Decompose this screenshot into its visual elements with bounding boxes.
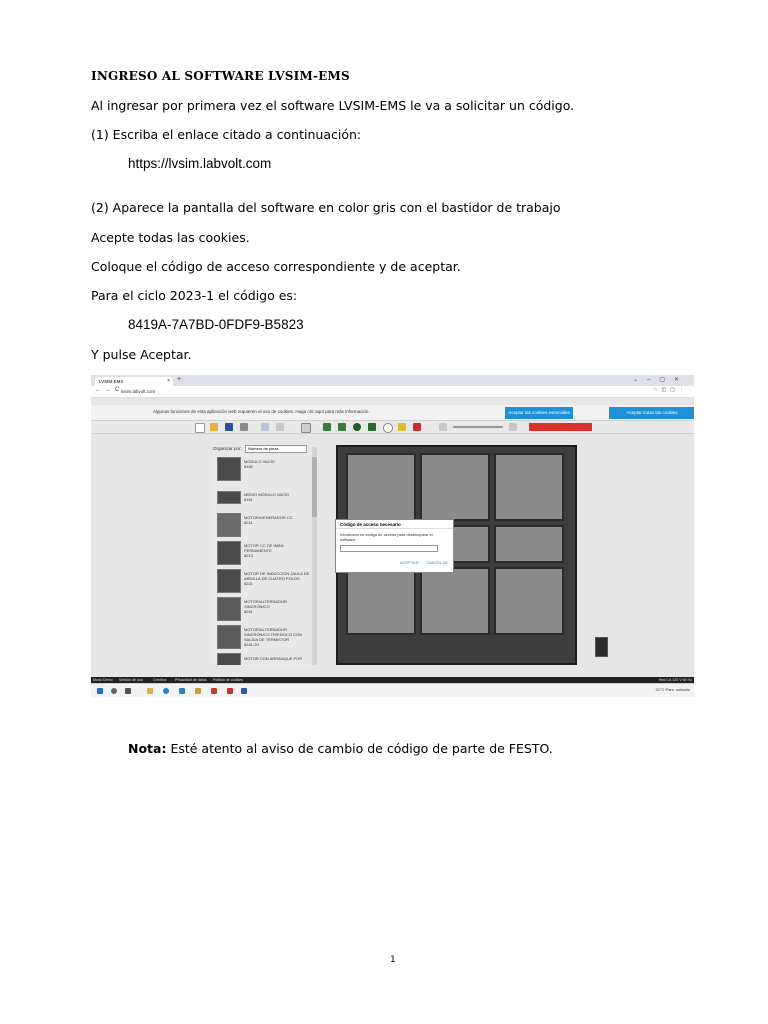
cookie-banner <box>91 405 694 421</box>
module-item[interactable] <box>217 457 309 481</box>
module-thumbnail <box>217 457 241 481</box>
module-item[interactable] <box>217 597 309 621</box>
panel-scrollbar[interactable] <box>312 447 317 665</box>
dialog-cancel-button[interactable]: CANCELAR <box>426 560 448 565</box>
note-paragraph <box>128 741 553 757</box>
scrollbar-thumb[interactable] <box>312 457 317 517</box>
rack-slot[interactable] <box>346 567 416 635</box>
tab-title: LVSIM-EMS <box>99 379 124 384</box>
module-thumbnail <box>217 491 241 504</box>
module-thumbnail <box>217 597 241 621</box>
cookie-message: Algunas funciones de esta aplicación web requieren el uso de cookies. Haga clic aquí para más información. <box>153 409 370 414</box>
undo-icon[interactable] <box>261 423 269 431</box>
module-code: 8241-20 <box>244 642 259 647</box>
module-item[interactable] <box>217 569 309 593</box>
module-item[interactable] <box>217 513 309 537</box>
module-name: MÓDULO VACÍO <box>244 459 275 464</box>
status-item[interactable]: Política de cookies <box>213 678 243 682</box>
module-icon[interactable] <box>323 423 331 431</box>
folder-icon[interactable] <box>195 688 201 694</box>
module-code: 8221 <box>244 581 253 586</box>
module-thumbnail <box>217 513 241 537</box>
module-code: 8211 <box>244 520 253 525</box>
status-item[interactable]: Modo Demo <box>93 678 113 682</box>
address-bar <box>91 386 694 398</box>
rack-slot[interactable] <box>494 453 564 521</box>
rack-slot[interactable] <box>494 567 564 635</box>
redo-icon[interactable] <box>276 423 284 431</box>
organize-label: Organizar por: <box>213 446 242 451</box>
paragraph-cookies: Acepte todas las cookies. <box>91 230 250 245</box>
note-text: Esté atento al aviso de cambio de código de parte de FESTO. <box>166 741 553 756</box>
module-name: MOTOR CON ARRANQUE POR <box>244 656 303 661</box>
zoom-in-icon[interactable] <box>509 423 517 431</box>
status-item[interactable]: Privacidad de datos <box>175 678 207 682</box>
access-code: 8419A-7A7BD-0FDF9-B5823 <box>128 317 304 332</box>
dialog-title: Código de acceso necesario <box>336 520 453 529</box>
task-view-icon[interactable] <box>125 688 131 694</box>
paragraph-access-code: Coloque el código de acceso correspondiente y de aceptar. <box>91 259 461 274</box>
measurement-icon[interactable] <box>368 423 376 431</box>
open-folder-icon[interactable] <box>210 423 218 431</box>
module-item[interactable] <box>217 541 309 565</box>
module-name: MEDIO MÓDULO VACÍO <box>244 492 290 497</box>
file-explorer-icon[interactable] <box>147 688 153 694</box>
window-controls-icon[interactable]: ⌄–▢✕ <box>632 377 688 383</box>
power-icon[interactable] <box>353 423 361 431</box>
rack-slot[interactable] <box>420 453 490 521</box>
link-url[interactable]: https://lvsim.labvolt.com <box>128 156 272 171</box>
zoom-slider[interactable] <box>453 426 503 428</box>
search-icon[interactable] <box>111 688 117 694</box>
navigation-icons[interactable]: ←→C <box>95 387 124 393</box>
paragraph-intro: Al ingresar por primera vez el software LVSIM-EMS le va a solicitar un código. <box>91 98 575 113</box>
store-icon[interactable] <box>179 688 185 694</box>
module-item[interactable] <box>217 485 309 509</box>
module-item[interactable] <box>217 653 309 665</box>
status-right: Red CA 120 V 60 Hz <box>658 678 692 682</box>
dialog-accept-button[interactable]: ACEPTAR <box>400 560 419 565</box>
module-code: 8241 <box>244 609 253 614</box>
module-code: 8213 <box>244 553 253 558</box>
paragraph-step-1: (1) Escriba el enlace citado a continuación: <box>91 127 362 142</box>
module-code: 8160 <box>244 464 253 469</box>
new-file-icon[interactable] <box>195 423 205 433</box>
browser-tab[interactable] <box>95 377 173 386</box>
accept-all-cookies-button[interactable]: Aceptar todas las cookies <box>609 407 694 419</box>
status-item[interactable]: Créditos <box>153 678 167 682</box>
acrobat-icon[interactable] <box>227 688 233 694</box>
app-icon[interactable] <box>211 688 217 694</box>
rack-slot[interactable] <box>346 453 416 521</box>
module-thumbnail <box>217 569 241 593</box>
module-name: MOTOR/ALTERNADOR SINCRÓNICO <box>244 599 287 609</box>
small-device[interactable] <box>595 637 608 657</box>
module-item[interactable] <box>217 625 309 649</box>
rack-slot[interactable] <box>420 567 490 635</box>
paragraph-step-2: (2) Aparece la pantalla del software en color gris con el bastidor de trabajo <box>91 200 561 215</box>
module-name: MOTOR/ALTERNADOR SINCRÓNICO TRIFÁSICO CON SALIDA DE TERMISTOR <box>244 627 302 642</box>
embedded-screenshot <box>91 375 694 697</box>
app-toolbar <box>91 421 694 434</box>
clock-icon[interactable] <box>383 423 393 433</box>
meter-icon[interactable] <box>338 423 346 431</box>
accept-essential-cookies-button[interactable]: Aceptar las cookies esenciales <box>505 407 573 419</box>
access-code-dialog <box>335 519 454 573</box>
red-toolbar-button[interactable] <box>529 423 592 431</box>
edge-icon[interactable] <box>163 688 169 694</box>
print-icon[interactable] <box>240 423 248 431</box>
module-thumbnail <box>217 653 241 665</box>
rack-slot[interactable] <box>494 525 564 563</box>
page-number: 1 <box>390 955 396 965</box>
browser-tab-bar <box>91 375 694 386</box>
access-code-input[interactable] <box>340 545 438 552</box>
start-icon[interactable] <box>97 688 103 694</box>
close-icon[interactable]: × <box>167 378 170 384</box>
zoom-out-icon[interactable] <box>439 423 447 431</box>
paragraph-cycle: Para el ciclo 2023-1 el código es: <box>91 288 298 303</box>
module-panel <box>213 445 315 667</box>
plug-icon[interactable] <box>413 423 421 431</box>
organize-select[interactable]: Número de pieza <box>245 445 307 453</box>
document-title: INGRESO AL SOFTWARE LVSIM-EMS <box>91 69 350 83</box>
word-icon[interactable] <box>241 688 247 694</box>
module-code: 8161 <box>244 497 253 502</box>
extension-icons[interactable]: ☆◫▢⋮ <box>653 387 688 393</box>
status-item[interactable]: Versión de uso <box>119 678 143 682</box>
url-text[interactable]: lvsim.labvolt.com <box>121 389 156 394</box>
module-thumbnail <box>217 541 241 565</box>
new-tab-icon[interactable]: + <box>177 376 182 383</box>
module-name: MOTOR/GENERADOR CC <box>244 515 293 520</box>
lightbulb-icon[interactable] <box>398 423 406 431</box>
module-name: MOTOR CC DE IMÁN PERMANENTE <box>244 543 284 553</box>
system-tray[interactable]: 21°C Parc. soleado <box>655 687 690 692</box>
module-name: MOTOR DE INDUCCIÓN JAULA DE ARDILLA DE CUATRO POLOS <box>244 571 310 581</box>
paragraph-accept: Y pulse Aceptar. <box>91 347 192 362</box>
grid-icon[interactable] <box>301 423 311 433</box>
note-label: Nota: <box>128 741 167 756</box>
module-thumbnail <box>217 625 241 649</box>
windows-taskbar <box>91 683 694 697</box>
dialog-body: Introduzca su código de acceso para desbloquear el software: <box>340 532 433 542</box>
save-icon[interactable] <box>225 423 233 431</box>
